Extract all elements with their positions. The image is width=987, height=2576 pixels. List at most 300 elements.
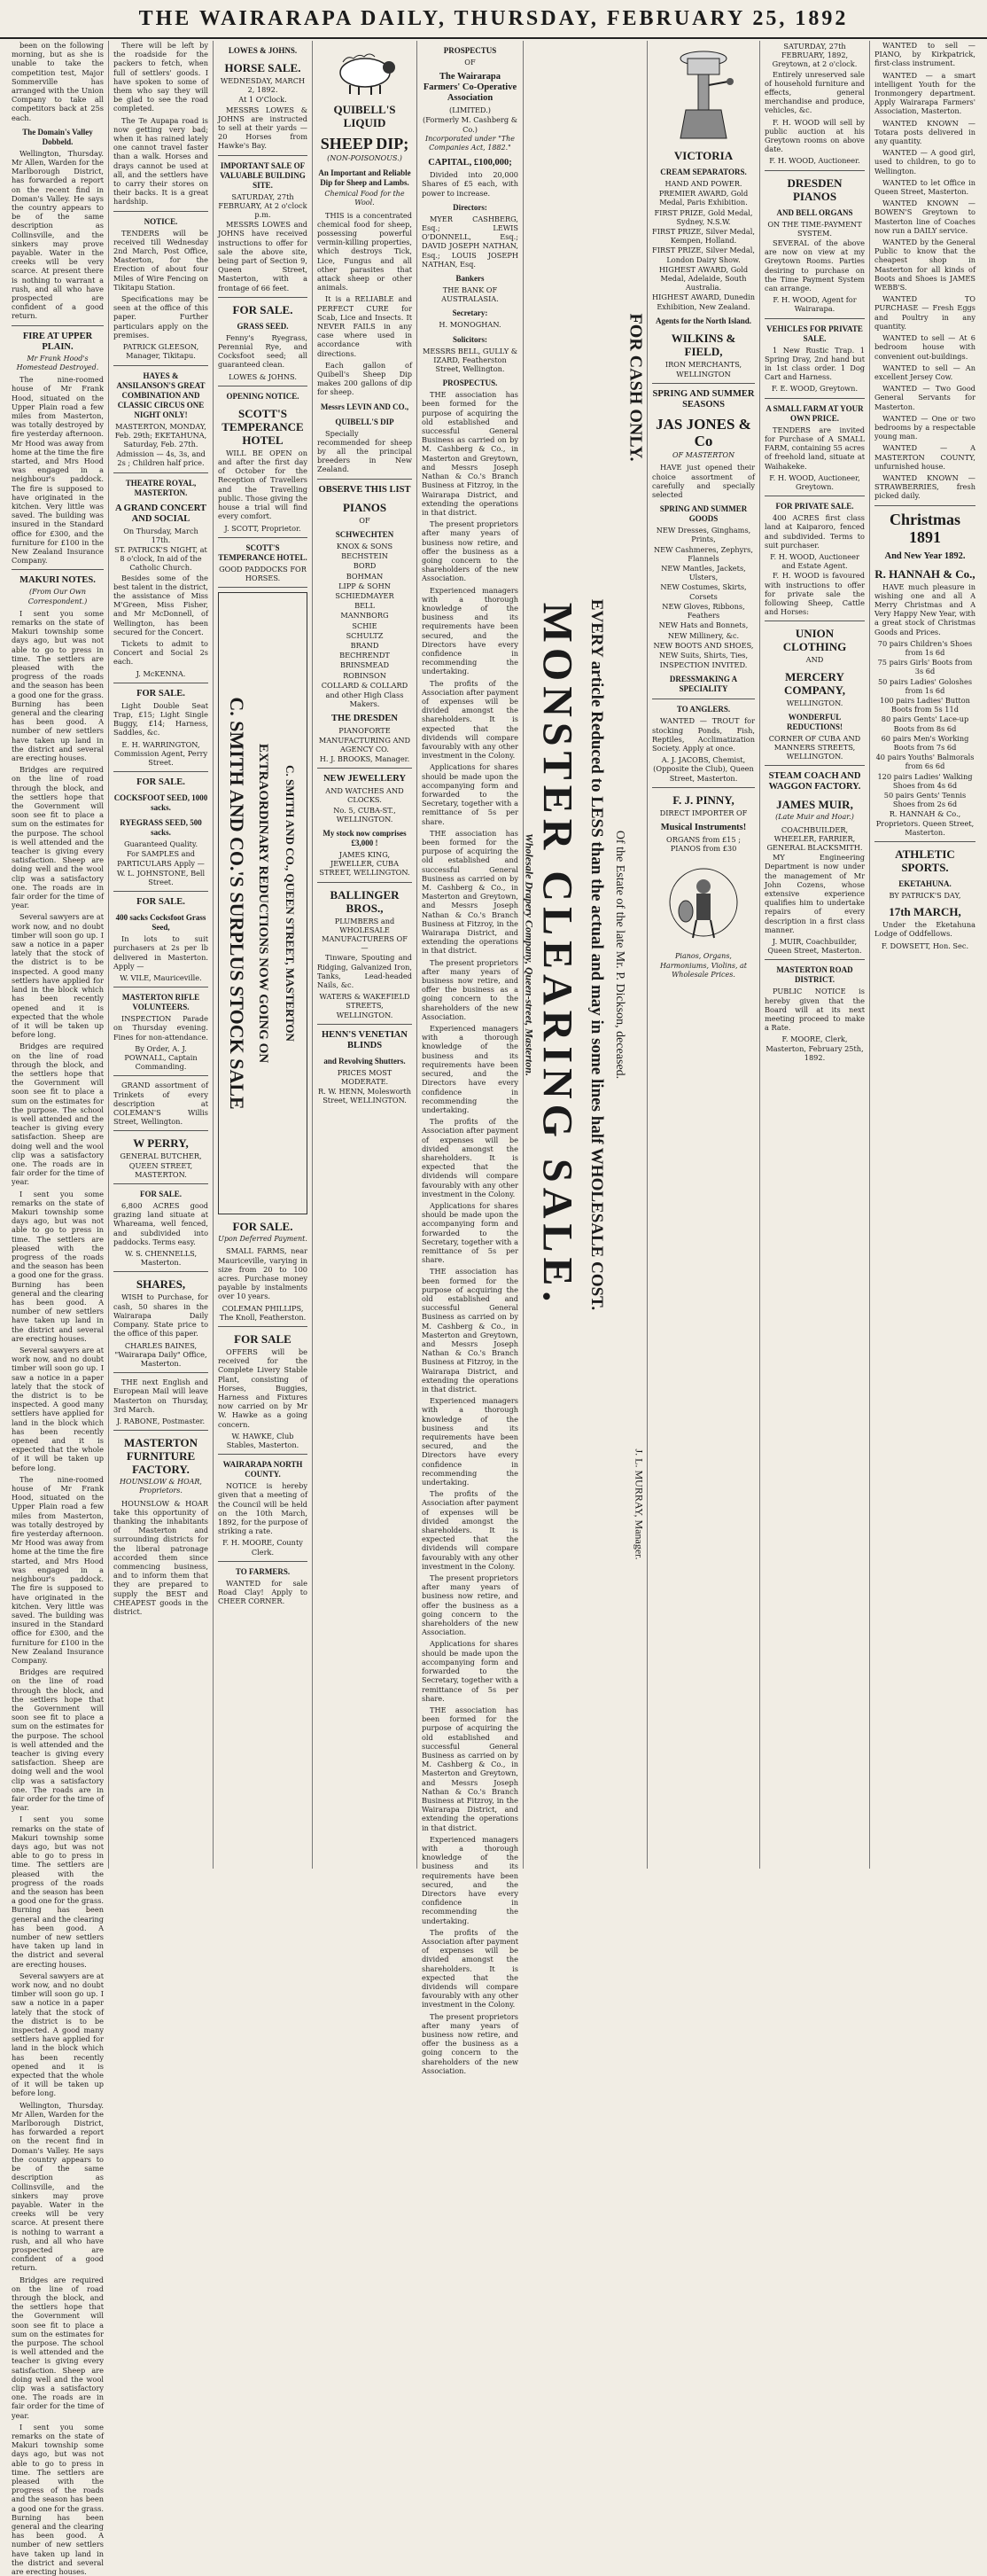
concert-date: On Thursday, March 17th. [123, 526, 198, 544]
column-5 [417, 41, 524, 2075]
new-goods-item: NEW Mantles, Jackets, Ulsters, [661, 564, 746, 582]
prospectus-text-11-cont: THE association has been formed for the purpose of acquiring the old established and successful General Business as carried on by M. Cashberg & Co., in Masterton and Greytown, and Messrs Joseph Nathan & Co.'s Branch Business at Fitzroy, in the Wairarapa District, and extending the operations in that district. [422, 1705, 518, 1832]
opening-notice-heading: OPENING NOTICE. [226, 391, 299, 401]
forsale-heading-3: FOR SALE. [136, 897, 185, 908]
wood-signature: F. H. WOOD, Auctioneer. [769, 156, 860, 166]
spring-summer-goods: SPRING AND SUMMER GOODS [659, 504, 748, 524]
dip-text-1: THIS is a concentrated chemical food for sheep, possessing powerful vermin-killing properties, which destroys Tick, Lice, Fungus and all other parasites that attack sheep or other animals. [317, 210, 412, 293]
piano-maker: BRINSMEAD [339, 660, 390, 670]
rifles-notice: INSPECTION Parade on Thursday evening. Fines for non-attendance. [113, 1014, 208, 1042]
association-limited: (LIMITED.) [449, 105, 491, 115]
prospectus-text-14-cont: The present proprietors after many years of business now retire, and offer the business as a going concern to the shareholders of the new Association. [422, 2011, 518, 2075]
ballinger-heading: BALLINGER BROS., [330, 887, 400, 915]
clearing-sale-manager: J. L. MURRAY, Manager. [633, 1448, 645, 1560]
forsale-signature-2: W. L. JOHNSTONE, Bell Street. [116, 868, 206, 886]
makuri-story-3: Several sawyers are at work now, and no doubt timber will soon go up. I saw a notice in a paper lately that the stock of the district is to be inspected. A good many settlers have applied for land in the block which has been recently opened and it is expected that the whole of it will be taken up before long. [12, 912, 104, 1040]
bankers-heading: Bankers [455, 274, 485, 284]
piano-maker: BOHMAN [346, 571, 384, 581]
hannah-signature: R. HANNAH & Co., Proprietors. Queen Street, Masterton. [875, 809, 975, 837]
directors-heading: Directors: [453, 202, 487, 212]
price-item: 80 pairs Gents' Lace-up Boots from 8s 6d [881, 714, 969, 733]
headline-domain: The Domain's Valley Dobbeld. [22, 127, 93, 146]
building-site-text: MESSRS LOWES and JOHNS have received instructions to offer for sale the above site, being part of Section 9, Queen Street, Masterton, with a frontage of 66 feet. [218, 220, 307, 293]
wilkins-field-heading: WILKINS & FIELD, [671, 331, 736, 358]
clearing-sale-title: MONSTER CLEARING SALE. [533, 602, 580, 1308]
pinny-footer: Pianos, Organs, Harmoniums, Violins, at Wholesale Prices. [659, 952, 748, 979]
cream-separators: CREAM SEPARATORS. [660, 168, 747, 176]
makuri-story-2: Bridges are required on the line of road through the block, and the settlers hope that the Government will soon see fit to place a sum on the estimates for the purpose. The school is well attended and the teacher is giving every satisfaction. Sheep are doing well and the wool clip was a satisfactory one. The roads are in fair order for the time of year. [12, 765, 104, 910]
secretary: H. MONOGHAN. [439, 320, 501, 330]
grass-seed-heading: FOR SALE. [232, 302, 293, 316]
concert-heading: A GRAND CONCERT AND SOCIAL [115, 503, 206, 524]
column-4 [313, 41, 417, 1869]
ballinger-goods: Tinware, Spouting and Ridging, Galvanized Iron, Tanks, Lead-headed Nails, &c. [317, 953, 412, 989]
guaranteed-quality: Guaranteed Quality. [123, 839, 198, 849]
grass-seed-signature: LOWES & JOHNS. [229, 371, 297, 381]
wanted-list [874, 41, 975, 501]
divider [218, 537, 307, 538]
column-9 [870, 41, 980, 1869]
tender-signature: PATRICK GLEESON, Manager, Tikitapu. [122, 342, 199, 361]
new-goods-item: NEW BOOTS AND SHOES, [653, 640, 754, 650]
mail-notice: THE next English and European Mail will leave Masterton on Thursday, 3rd March. [113, 1378, 208, 1414]
mercery-company-heading: MERCERY COMPANY, [784, 669, 845, 697]
ballinger-sub: PLUMBERS and WHOLESALE MANUFACTURERS OF — [322, 916, 408, 953]
lowes-heading: LOWES & JOHNS. [228, 46, 298, 55]
divider [113, 891, 208, 892]
wood-auction: F. H. WOOD will sell by public auction at his Greytown rooms on above date. [765, 117, 865, 154]
stock-text: F. H. WOOD is favoured with instructions to offer for private sale the following Sheep, Cattle and Horses: [765, 571, 865, 617]
pianos-heading: PIANOS [342, 500, 387, 514]
samples-apply: For SAMPLES and PARTICULARS Apply — [117, 849, 205, 868]
tender-notice-2: Specifications may be seen at the office of this paper. Further particulars apply on the premises. [113, 294, 208, 340]
makuri-story-4-cont: Bridges are required on the line of road through the block, and the settlers hope that the Government will soon see fit to place a sum on the estimates for the purpose. The school is well attended and the teacher is giving every satisfaction. Sheep are doing well and the wool clip was a satisfactory one. The roads are in fair order for the time of year. [12, 1667, 104, 1813]
price-item: 50 pairs Ladies' Goloshes from 1s 6d [877, 676, 973, 695]
king-signature: JAMES KING, JEWELLER, CUBA STREET, WELLINGTON. [319, 849, 410, 878]
directors-list: MYER CASHBERG, Esq.; LEWIS O'DONNELL, Esq.; DAVID JOSEPH NATHAN, Esq.; LOUIS JOSEPH NATHAN, Esq. [422, 214, 518, 269]
piano-maker: SCHIE [352, 621, 377, 630]
masthead [0, 0, 987, 39]
union-and: AND [805, 655, 824, 665]
divider [113, 1430, 208, 1431]
quibell-brand: QUIBELL'S LIQUID [333, 103, 396, 129]
piano-maker: SCHIEDMAYER [335, 590, 394, 600]
road-district-heading: MASTERTON ROAD DISTRICT. [776, 965, 853, 985]
divider [113, 771, 208, 772]
scott-paddocks: GOOD PADDOCKS FOR HORSES. [219, 564, 307, 582]
headline-makuri: MAKURI NOTES. [19, 575, 96, 586]
scott-hotel-2-heading: SCOTT'S TEMPERANCE HOTEL. [218, 543, 307, 562]
vehicles-signature: F. E. WOOD, Greytown. [771, 384, 859, 394]
piano-maker: BORD [353, 561, 377, 571]
prospectus-text-13-cont: The profits of the Association after payment of expenses will be divided amongst the shareholders. It is expected that the dividends will compare favourably with any other investment in the Colony. [422, 1927, 518, 2010]
concert-signature: J. McKENNA. [136, 668, 186, 678]
price-item: 75 pairs Girls' Boots from 3s 6d [877, 658, 973, 676]
henn-signature: R. W. HENN, Molesworth Street, WELLINGTON. [317, 1087, 412, 1105]
mail-signature: J. RABONE, Postmaster. [116, 1416, 206, 1425]
pinny-prices: ORGANS from £15 ; PIANOS from £30 [666, 834, 741, 854]
prospectus-text-3: Experienced managers with a thorough knowledge of the business and its requirements have been secured, and the Directors have every confidence in recommending the undertaking. [422, 585, 518, 676]
horse-sale-time: At 1 O'Clock. [238, 95, 287, 105]
auction-date: SATURDAY, 27th FEBRUARY, 1892, Greytown, at 2 o'clock. [772, 42, 858, 69]
makuri-cont-2: The Te Aupapa road is now getting very bad; when it has rained lately one cannot travel faster than a walk. Horses and drays cannot be used at all, and the settlers have to carry their stores on their backs. It is a great hardship. [113, 115, 208, 207]
private-sale-heading: FOR PRIVATE SALE. [775, 502, 854, 511]
wanted-ad: WANTED by the General Public to know that the cheapest shop in Masterton for all kinds of Boots and Shoes is JAMES WEBB'S. [874, 238, 975, 293]
divider [113, 472, 208, 473]
capital-heading: CAPITAL, £100,000; [428, 158, 512, 168]
dresden-heading: THE DRESDEN [331, 714, 398, 724]
farmers-heading: TO FARMERS. [235, 1566, 291, 1576]
divider [317, 479, 412, 480]
piano-maker: BECHRENDT [339, 651, 390, 660]
association-formerly: (Formerly M. Cashberg & Co.) [423, 115, 517, 134]
makuri-story-5-cont: I sent you some remarks on the state of Makuri township some days ago, but was not able to go to press in time. The settlers are pleased with the progress of the roads and the season has been a good one for the grass. Burning has been general and the clearing has been good. A number of new settlers have taken up land in the district and several are erecting houses. [12, 1815, 104, 1969]
divider [218, 155, 307, 156]
hannah-price-list [874, 639, 975, 809]
piano-maker: ROBINSON [343, 670, 386, 680]
secretary-heading: Secretary: [452, 308, 488, 318]
prospectus-text-5: Applications for shares should be made upon the accompanying form and forwarded to the Secretary, together with a remittance of 5s per share. [422, 762, 518, 826]
hannah-heading: R. HANNAH & Co., [874, 566, 975, 581]
iron-merchants: IRON MERCHANTS, [664, 359, 742, 369]
private-sale-signature: F. H. WOOD, Auctioneer and Estate Agent. [770, 551, 859, 571]
county-signature: F. H. MOORE, County Clerk. [222, 1538, 303, 1557]
farmers-text: WANTED for sale Road Clay! Apply to CHEER CORNER. [218, 1578, 307, 1606]
horse-sale-date: WEDNESDAY, MARCH 2, 1892. [220, 76, 306, 95]
domain-story-cont: Wellington, Thursday. Mr Allen, Warden for the Marlborough District, has forwarded a report on the recent find in Doman's Valley. He says the country appears to be of the same description as Collinsville, and the sinkers may prove payable. Water in the creeks will be very scarce. At present there is nothing to warrant a rush, and all who have prospected are confident of a good return. [12, 2100, 104, 2273]
acres-heading: FOR SALE. [139, 1190, 182, 1199]
fire-story: The nine-roomed house of Mr Frank Hood, situated on the Upper Plain road a few miles from Masterton, was totally destroyed by fire yesterday afternoon. Mr Hood was away from home at the time the fire started, and Mrs Hood was engaged in a neighbour's paddock. The fire is supposed to have originated in the kitchen. Very little was saved. The building was insured in the Standard office for £300, and the furniture for £100 in the New Zealand Insurance Company. [12, 375, 104, 566]
makuri-story-2-cont: Bridges are required on the line of road through the block, and the settlers hope that the Government will soon see fit to place a sum on the estimates for the purpose. The school is well attended and the teacher is giving every satisfaction. Sheep are doing well and the wool clip was a satisfactory one. The roads are in fair order for the time of year. [12, 1042, 104, 1187]
smith-vertical-addr: C. SMITH AND CO., QUEEN STREET, MASTERTON [283, 765, 297, 1042]
divider [113, 1075, 208, 1076]
piano-maker: LIPP & SOHN [338, 581, 391, 590]
prospectus-text-1: THE association has been formed for the purpose of acquiring the old established and successful General Business as carried on by M. Cashberg & Co., in Masterton and Greytown, and Messrs Joseph Nathan & Co.'s Branch Business at Fitzroy, in the Wairarapa District, and extending the operations in that district. [422, 390, 518, 517]
jas-jones-sub: OF MASTERTON [672, 451, 735, 460]
time-payment: ON THE TIME-PAYMENT SYSTEM. [767, 219, 862, 238]
prize-item: HIGHEST AWARD, Gold Medal, Adelaide, South Australia. [658, 264, 749, 293]
deferred-sale-heading: FOR SALE. [232, 1220, 293, 1234]
wanted-ad: WANTED KNOWN — Totara posts delivered in any quantity. [874, 118, 975, 146]
cocksfoot-terms: In lots to suit purchasers at 2s per lb delivered in Masterton. Apply — [113, 934, 208, 971]
horse-sale-text: MESSRS LOWES & JOHNS are instructed to sell at their yards — 20 Horses from Hawke's Bay. [218, 105, 307, 151]
divider [765, 170, 865, 171]
dresden-info: PIANOFORTE MANUFACTURING AND AGENCY CO. [318, 726, 411, 753]
wonderful-reductions: WONDERFUL REDUCTIONS! [786, 712, 843, 731]
notice-heading: NOTICE. [144, 216, 178, 226]
county-heading: WAIRARAPA NORTH COUNTY. [222, 1460, 303, 1479]
prize-item: FIRST PRIZE, Silver Medal, Kempen, Holland. [652, 227, 755, 246]
new-goods-item: NEW Millinery, &c. [667, 630, 740, 640]
prospectus-text-8-cont: The profits of the Association after payment of expenses will be divided amongst the shareholders. It is expected that the dividends will compare favourably with any other investment in the Colony. [422, 1489, 518, 1571]
makuri-story-1: I sent you some remarks on the state of Makuri township some days ago, but was not able to go to press in time. The settlers are pleased with the progress of the roads and the season has been a good one for the grass. Burning has been general and the clearing has been good. A number of new settlers have taken up land in the district and several are erecting houses. [12, 608, 104, 763]
new-goods-item: NEW Hats and Bonnets, [658, 621, 749, 630]
intro-text: been on the following morning, but as she is unable to take the competition test, Major Sommerville has arranged with the Union Company to take all competitors back at 25s each. [12, 41, 104, 122]
solicitors: MESSRS BELL, GULLY & IZARD, Featherston Street, Wellington. [423, 346, 517, 374]
column-7 [648, 41, 760, 1869]
makuri-story-7-cont: Bridges are required on the line of road through the block, and the settlers hope that the Government will soon see fit to place a sum on the estimates for the purpose. The school is well attended and the teacher is giving every satisfaction. Sheep are doing well and the wool clip was a satisfactory one. The roads are in fair order for the time of year. [12, 2275, 104, 2420]
christmas-heading: Christmas 1891 [890, 510, 960, 546]
subhead-fire: Mr Frank Hood's Homestead Destroyed. [16, 354, 99, 371]
dressmaking: DRESSMAKING A SPECIALITY [669, 675, 738, 694]
north-island-agents: Agents for the North Island. [655, 316, 752, 325]
dresden-pianos-text: SEVERAL of the above are now on view at my Greytown Rooms. Parties desiring to purchase on the Time Payment System can arrange. [765, 238, 865, 293]
livery-sale-text: OFFERS will be received for the Complete Livery Stable Plant, consisting of Horses, Buggies, Harness and Fixtures now carried on by Mr W. Hawke as a going concern. [218, 1347, 307, 1429]
hand-and-power: HAND AND POWER. [664, 179, 742, 188]
prospectus-of: OF [464, 58, 476, 66]
circus-dates: MASTERTON, MONDAY, Feb. 29th; EKETAHUNA, Saturday, Feb. 27th. [114, 421, 207, 449]
prospectus-body-heading: PROSPECTUS. [442, 379, 498, 388]
non-poisonous: (NON-POISONOUS.) [327, 154, 402, 162]
anglers-heading: TO ANGLERS. [676, 705, 731, 714]
wanted-ad: WANTED to sell — At 6 bedroom house with convenient out-buildings. [874, 333, 975, 361]
makuri-story-3-cont: Several sawyers are at work now, and no doubt timber will soon go up. I saw a notice in a paper lately that the stock of the district is to be inspected. A good many settlers have applied for land in the block which has been recently opened and it is expected that the whole of it will be taken up before long. [12, 1346, 104, 1472]
dresden-signature: H. J. BROOKS, Manager. [319, 753, 410, 763]
private-sale-text: 400 ACRES first class land at Kaiparoro, fenced and subdivided. Terms to suit purchaser. [765, 513, 865, 550]
athletic-text: Under the Eketahuna Lodge of Oddfellows. [874, 920, 975, 939]
piano-maker: BECHSTEIN [341, 551, 388, 561]
prospectus-text-9-cont: The present proprietors after many years of business now retire, and offer the business as a going concern to the shareholders of the new Association. [422, 1573, 518, 1637]
scott-hotel-text: WILL BE OPEN on and after the first day of October for the Reception of Travellers and the Travelling public. Those giving the house a trial will find every comfort. [218, 448, 307, 521]
divider [218, 1326, 307, 1327]
divider [113, 211, 208, 212]
circus-heading: HAYES & ANSILANSON'S GREAT COMBINATION AND CLASSIC CIRCUS ONE NIGHT ONLY! [116, 371, 206, 419]
divider [12, 325, 104, 326]
small-farm-signature: F. H. WOOD, Auctioneer, Greytown. [769, 472, 860, 491]
jewellery-heading: NEW JEWELLERY [323, 774, 407, 785]
rifles-heading: MASTERTON RIFLE VOLUNTEERS. [121, 993, 200, 1012]
hannah-text: HAVE much pleasure in wishing one and all A Merry Christmas and A Very Happy New Year, with a great stock of Christmas Goods and Prices. [874, 582, 975, 636]
muir-text: MY Engineering Department is now under the management of Mr John Cozens, whose extensive experience qualifies him to undertake repairs of every description in a first class manner. [765, 853, 865, 934]
price-item: 50 pairs Gents' Tennis Shoes from 2s 6d [883, 791, 967, 809]
pianos-observe: OBSERVE THIS LIST [318, 484, 411, 495]
prospectus-text-7-cont: Experienced managers with a thorough knowledge of the business and its requirements have been secured, and the Directors have every confidence in recommending the undertaking. [422, 1396, 518, 1487]
divider [12, 569, 104, 570]
sheep-dip-heading: SHEEP DIP; [320, 135, 409, 152]
prospectus-text-4-cont: The profits of the Association after payment of expenses will be divided amongst the shareholders. It is expected that the dividends will compare favourably with any other investment in the Colony. [422, 1117, 518, 1198]
forsale-signature-3: W. VILE, Mauriceville. [120, 973, 202, 983]
makuri-cont-1: There will be left by the roadside for the packers to fetch, when full of settlers' goods. I have spoken to some of them who say they will be glad to see the road completed. [113, 41, 208, 113]
smith-vertical-title: C. SMITH AND CO.'S SURPLUS STOCK SALE [225, 697, 248, 1110]
theatre-heading: THEATRE ROYAL, MASTERTON. [125, 478, 197, 497]
furniture-heading: MASTERTON FURNITURE FACTORY. [123, 1436, 198, 1477]
column-2 [109, 41, 214, 1869]
divider [874, 841, 975, 842]
union-clothing-heading: UNION CLOTHING [782, 627, 847, 654]
fire-story-cont: The nine-roomed house of Mr Frank Hood, situated on the Upper Plain road a few miles from Masterton, was totally destroyed by fire yesterday afternoon. Mr Hood was away from home at the time the fire started, and Mrs Hood was engaged in a neighbour's paddock. The fire is supposed to have originated in the kitchen. Very little was saved. The building was insured in the Standard office for £300, and the furniture for £100 in the New Zealand Insurance Company. [12, 1474, 104, 1665]
deferred-sale-sub: Upon Deferred Payment. [218, 1235, 307, 1244]
scott-hotel-heading: SCOTT'S TEMPERANCE HOTEL [221, 406, 304, 447]
price-item: 100 pairs Ladies' Button Boots from 5s 11d [880, 695, 970, 714]
wanted-ad: WANTED — One or two bedrooms by a respectable young man. [874, 413, 975, 441]
road-district-signature: F. MOORE, Clerk, Masterton, February 25th, 1892. [766, 1034, 864, 1062]
deferred-sale-text: SMALL FARMS, near Mauriceville, varying in size from 20 to 100 acres. Purchase money payable by instalments over 10 years. [218, 1246, 307, 1301]
muir-trades: COACHBUILDER, WHEELER, FARRIER, GENERAL BLACKSMITH. [766, 824, 863, 852]
dip-text-2: It is a RELIABLE and PERFECT CURE for Scab, Lice and Insects. It NEVER FAILS in any case where used in accordance with directions. [317, 294, 412, 358]
clearing-sale-cash: FOR CASH ONLY. [626, 313, 645, 462]
henn-heading: HENN'S VENETIAN BLINDS [322, 1029, 408, 1050]
wanted-ad: WANTED KNOWN — BOWEN'S Greytown to Masterton line of Coaches now run a DAILY service. [874, 199, 975, 235]
dip-agents: Messrs LEVIN AND CO., [320, 402, 409, 411]
reliable-dip: An Important and Reliable Dip for Sheep and Lambs. [318, 168, 411, 188]
prospectus-label: PROSPECTUS [443, 46, 497, 55]
clearing-sale-vertical-ad [524, 41, 648, 1869]
building-site-date: SATURDAY, 27th FEBRUARY, At 2 o'clock p.m. [218, 191, 307, 220]
smith-vertical-sub: EXTRAORDINARY REDUCTIONS NOW GOING ON [255, 743, 270, 1064]
ballinger-address: WATERS & WAKEFIELD STREETS, WELLINGTON. [319, 992, 410, 1019]
divider [874, 505, 975, 506]
forsale-traps: Light Double Seat Trap, £15; Light Single Buggy, £14; Harness, Saddles, &c. [113, 700, 208, 738]
prize-item: HIGHEST AWARD, Dunedin Exhibition, New Zealand. [652, 293, 755, 311]
anglers-signature: A. J. JACOBS, Chemist, (Opposite the Club), Queen Street, Masterton. [653, 755, 754, 783]
piano-makers-list [317, 542, 412, 690]
subhead-makuri: (From Our Own Correspondent.) [27, 588, 88, 605]
price-item: 60 pairs Men's Working Boots from 7s 6d [881, 733, 969, 752]
piano-maker: BRAND [350, 640, 379, 650]
columns [7, 41, 980, 2576]
grass-seed-text: Fenny's Ryegrass, Perennial Rye, and Cocksfoot seed; all guaranteed clean. [218, 332, 307, 370]
county-text: NOTICE is hereby given that a meeting of the Council will be held on the 10th March, 1892, for the purpose of striking a rate. [218, 1481, 307, 1536]
forsale-heading-2: FOR SALE. [136, 777, 185, 788]
auction-text: Entirely unreserved sale of household furniture and effects, general merchandise and produce, vehicles, &c. [765, 69, 865, 115]
association-heading: The Wairarapa Farmers' Co-Operative Association [423, 72, 517, 104]
athletic-date-1: BY PATRICK'S DAY, [889, 891, 961, 901]
trinkets-ad: GRAND assortment of Trinkets of every description at COLEMAN'S Willis Street, Wellington. [113, 1081, 208, 1127]
jas-jones-text: HAVE just opened their choice assortment of carefully and specially selected [652, 463, 755, 500]
wanted-ad: WANTED — A good girl, used to children, to go to Wellington. [874, 148, 975, 176]
new-goods-item: NEW Dresses, Ginghams, Prints, [656, 526, 751, 544]
masthead-title: THE WAIRARAPA DAILY, THURSDAY, FEBRUARY 25, 1892 [138, 6, 849, 30]
inspection-invited: INSPECTION INVITED. [659, 660, 748, 670]
divider [113, 1271, 208, 1272]
wanted-ad: WANTED to sell — An excellent Jersey Cow. [874, 363, 975, 381]
small-farm-heading: A SMALL FARM AT YOUR OWN PRICE. [766, 403, 864, 423]
new-goods-item: NEW Costumes, Skirts, Corsets [660, 582, 747, 601]
divider [317, 882, 412, 883]
musical-instruments: Musical Instruments! [660, 822, 747, 832]
makuri-story-1-cont: I sent you some remarks on the state of Makuri township some days ago, but was not able to go to press in time. The settlers are pleased with the progress of the roads and the season has been a good one for the grass. Burning has been general and the clearing has been good. A number of new settlers have taken up land in the district and several are erecting houses. [12, 1189, 104, 1343]
cocksfoot-seed: COCKSFOOT SEED, 1000 sacks. [113, 793, 208, 813]
prospectus-text-2: The present proprietors after many years of business now retire, and offer the business as a going concern to the shareholders of the new Association. [422, 519, 518, 583]
shares-signature: CHARLES BAINES, "Wairarapa Daily" Office, Masterton. [114, 1340, 207, 1368]
bell-organs: AND BELL ORGANS [776, 207, 853, 217]
cocksfoot-grass-seed: 400 sacks Cocksfoot Grass Seed, [115, 913, 206, 933]
perry-info: GENERAL BUTCHER, QUEEN STREET, MASTERTON. [120, 1151, 202, 1179]
piano-maker: SCHULTZ [346, 630, 384, 640]
dresden-pianos-signature: F. H. WOOD, Agent for Wairarapa. [773, 295, 857, 314]
piano-maker: KNOX & SONS [336, 541, 393, 550]
furniture-ad: HOUNSLOW & HOAR take this opportunity of thanking the inhabitants of Masterton and surrounding districts for the liberal patronage accorded them since commencing business, and to inform them that they are prepared to supply the BEST and CHEAPEST goods in the district. [113, 1498, 208, 1616]
forsale-heading-1: FOR SALE. [136, 688, 185, 699]
spring-summer-heading: SPRING AND SUMMER SEASONS [652, 389, 755, 410]
chemical-food: Chemical Food for the Wool. [324, 190, 405, 207]
wanted-ad: WANTED — a smart intelligent Youth for the Ironmongery department. Apply Wairarapa Farmers' Association, Masterton. [874, 70, 975, 116]
forsale-signature-1: E. H. WARRINGTON, Commission Agent, Perry Street. [113, 739, 208, 767]
prospectus-text-2-cont: The present proprietors after many years of business now retire, and offer the business as a going concern to the shareholders of the new Association. [422, 957, 518, 1021]
henn-sub: and Revolving Shutters. [323, 1056, 406, 1066]
prizes-list [652, 189, 755, 311]
athletic-location: EKETAHUNA. [898, 879, 952, 889]
scott-hotel-signature: J. SCOTT, Proprietor. [224, 523, 301, 533]
james-muir-heading: JAMES MUIR, [776, 798, 853, 812]
piano-maker: COLLARD & COLLARD [321, 680, 408, 690]
divider [652, 383, 755, 384]
divider [765, 318, 865, 319]
divider [113, 1130, 208, 1131]
divider [317, 1024, 412, 1025]
association-incorporated: Incorporated under "The Companies Act, 1882." [424, 134, 515, 152]
divider [113, 1372, 208, 1373]
concert-tickets: Tickets to admit to Concert and Social 2s each. [113, 638, 208, 667]
small-farm-text: TENDERS are invited for Purchase of A SMALL FARM, containing 55 acres of freehold land, situate at Waihakeke. [765, 425, 865, 471]
anglers-text: WANTED — TROUT for stocking Ponds, Fish, Reptiles, Acclimatization Society. Apply at once. [652, 716, 755, 753]
victoria-heading: VICTORIA [673, 149, 734, 162]
prospectus-text-4: The profits of the Association after payment of expenses will be divided amongst the shareholders. It is expected that the dividends will compare favourably with any other investment in the Colony. [422, 678, 518, 761]
column-8 [760, 41, 870, 1869]
sheep-icon [325, 44, 405, 98]
wanted-ad: WANTED to sell — PIANO, by Kirkpatrick, first-class instrument. [874, 41, 975, 68]
divider [317, 768, 412, 769]
pinny-heading: F. J. PINNY, [672, 792, 734, 807]
domain-story: Wellington, Thursday. Mr Allen, Warden for the Marlborough District, has forwarded a report on the recent find in Doman's Valley. He says the country appears to be of the same description as Collinsville, and the sinkers may prove payable. Water in the creeks will be very scarce. At present there is nothing to warrant a rush, and all who have prospected are confident of a good return. [12, 148, 104, 321]
wanted-ad: WANTED to let Office in Queen Street, Masterton. [874, 177, 975, 197]
rifles-signature: By Order, A. J. POWNALL, Captain Commanding. [124, 1043, 198, 1072]
cream-separator-icon [668, 46, 739, 144]
wilkins-wellington: WELLINGTON [676, 370, 731, 379]
new-goods-list [652, 526, 755, 660]
pianos-maker: SCHWECHTEN [335, 529, 394, 539]
clearing-sale-estate: Of the Estate of the late Mr. P. Dickson, deceased. [612, 830, 626, 1080]
prize-item: FIRST PRIZE, Silver Medal, London Dairy Show. [652, 246, 755, 264]
prospectus-text-5-cont: Applications for shares should be made upon the accompanying form and forwarded to the Secretary, together with a remittance of 5s per share. [422, 1200, 518, 1265]
steam-coach-heading: STEAM COACH AND WAGGON FACTORY. [768, 771, 861, 792]
new-goods-item: NEW Gloves, Ribbons, Feathers [662, 601, 745, 621]
pinny-sub: DIRECT IMPORTER OF [659, 808, 748, 817]
divider [113, 1183, 208, 1184]
concert-info: ST. PATRICK'S NIGHT, at 8 o'clock, In aid of the Catholic Church. [114, 544, 207, 573]
perry-heading: W PERRY, [133, 1136, 189, 1151]
wanted-ad: WANTED KNOWN — STRAWBERRIES, fresh picked daily. [874, 472, 975, 501]
new-goods-item: NEW Suits, Shirts, Ties, [658, 650, 749, 660]
piano-maker: MANNBORG [340, 611, 389, 621]
divider [765, 959, 865, 960]
tender-notice: TENDERS will be received till Wednesday 2nd March, Post Office, Masterton, for the Erection of about four Miles of Wire Fencing on Tikitapu Station. [113, 228, 208, 292]
divider [218, 297, 307, 298]
vehicles-heading: VEHICLES FOR PRIVATE SALE. [766, 324, 863, 343]
dip-recommended: Specially recommended for sheep by all the principal breeders in New Zealand. [317, 428, 412, 474]
divider [113, 365, 208, 366]
prize-item: FIRST PRIZE, Gold Medal, Sydney, N.S.W. [654, 207, 753, 226]
prize-item: PREMIER AWARD, Gold Medal, Paris Exhibition. [658, 189, 749, 207]
henn-prices: PRICES MOST MODERATE. [337, 1067, 392, 1087]
clearing-sale-sub: EVERY article Reduced to LESS than the actual and may in some lines half WHOLESALE COST. [587, 598, 606, 1311]
union-address: CORNER OF CUBA AND MANNERS STREETS, WELLINGTON. [768, 733, 861, 761]
muir-signature: J. MUIR, Coachbuilder, Queen Street, Masterton. [767, 937, 862, 956]
jas-jones-heading: JAS JONES & Co [656, 416, 751, 450]
solicitors-heading: Solicitors: [453, 334, 487, 344]
divider [765, 765, 865, 766]
divider [652, 787, 755, 788]
divider [218, 587, 307, 588]
prospectus-text-3-cont: Experienced managers with a thorough knowledge of the business and its requirements have been secured, and the Directors have every confidence in recommending the undertaking. [422, 1024, 518, 1114]
prospectus-text-6-cont: THE association has been formed for the purpose of acquiring the old established and successful General Business as carried on by M. Cashberg & Co., in Masterton and Greytown, and Messrs Joseph Nathan & Co.'s Branch Business at Fitzroy, in the Wairarapa District, and extending the operations in that district. [422, 1267, 518, 1393]
wanted-ad: WANTED — Two Good General Servants for Masterton. [874, 384, 975, 411]
concert-talent: Besides some of the best talent in the district, the assistance of Miss M'Green, Miss Fisher, and Mr McDonnell, of Wellington, has been secured for the Concert. [113, 573, 208, 636]
deferred-sale-signature: COLEMAN PHILLIPS, The Knoll, Featherston. [219, 1303, 307, 1322]
vehicles-text: 1 New Rustic Trap. 1 Spring Dray, 2nd hand but in 1st class order. 1 Dog Cart and Harness. [765, 345, 865, 382]
price-item: 40 pairs Youths' Balmorals from 6s 6d [875, 753, 975, 771]
prospectus-text-1-cont: THE association has been formed for the purpose of acquiring the old established and successful General Business as carried on by M. Cashberg & Co., in Masterton and Greytown, and Messrs Joseph Nathan & Co.'s Branch Business at Fitzroy, in the Wairarapa District, and extending the operations in that district. [422, 828, 518, 956]
